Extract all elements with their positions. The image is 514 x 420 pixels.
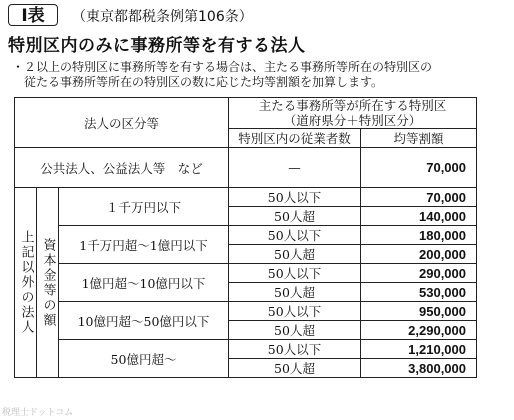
employees-cell: 50人以下	[229, 188, 361, 207]
amount-cell: 950,000	[361, 302, 477, 321]
employees-cell: 50人以下	[229, 302, 361, 321]
capital-range: 1千万円超～1億円以下	[59, 226, 229, 264]
employees-cell: 50人超	[229, 359, 361, 378]
employees-cell: 50人以下	[229, 264, 361, 283]
main-office-header	[229, 98, 477, 129]
ordinance-reference: （東京都都税条例第106条）	[72, 9, 253, 25]
amount-cell: 140,000	[361, 207, 477, 226]
amount-cell: 290,000	[361, 264, 477, 283]
amount-cell: 70,000	[361, 188, 477, 207]
amount-cell: 530,000	[361, 283, 477, 302]
capital-range: 10億円超～50億円以下	[59, 302, 229, 340]
note-line-2: 従たる事務所等所在の特別区の数に応じた均等割額を加算します。	[12, 75, 384, 89]
employees-cell: 50人以下	[229, 340, 361, 359]
category-header: 法人の区分等	[15, 98, 229, 148]
amount-header: 均等割額	[361, 129, 477, 148]
main-office-header-line2: （道府県分＋特別区分）	[283, 113, 422, 128]
employees-cell: 50人超	[229, 283, 361, 302]
other-corporations-label: 上記以外の法人	[15, 188, 37, 378]
public-entity-employees: —	[229, 148, 361, 188]
employees-header: 特別区内の従業者数	[229, 129, 361, 148]
amount-cell: 3,800,000	[361, 359, 477, 378]
capital-range: １千万円以下	[59, 188, 229, 226]
amount-cell: 180,000	[361, 226, 477, 245]
main-office-header-line1: 主たる事務所等が所在する特別区	[258, 98, 447, 113]
capital-range: 1億円超～10億円以下	[59, 264, 229, 302]
public-entity-amount: 70,000	[361, 148, 477, 188]
employees-cell: 50人超	[229, 207, 361, 226]
capital-range: 50億円超～	[59, 340, 229, 378]
amount-cell: 200,000	[361, 245, 477, 264]
watermark: 税理士ドットコム	[2, 408, 74, 418]
employees-cell: 50人超	[229, 321, 361, 340]
page-title: 特別区内のみに事務所等を有する法人	[8, 36, 306, 56]
amount-cell: 1,210,000	[361, 340, 477, 359]
employees-cell: 50人以下	[229, 226, 361, 245]
amount-cell: 2,290,000	[361, 321, 477, 340]
employees-cell: 50人超	[229, 245, 361, 264]
public-entity-label: 公共法人、公益法人等 など	[15, 148, 229, 188]
capital-amount-label: 資本金等の額	[37, 188, 59, 378]
table-number-badge: Ⅰ表	[8, 4, 58, 26]
note-line-1: ・２以上の特別区に事務所等を有する場合は、主たる事務所等所在の特別区の	[12, 60, 433, 74]
tax-rate-table	[14, 97, 477, 378]
